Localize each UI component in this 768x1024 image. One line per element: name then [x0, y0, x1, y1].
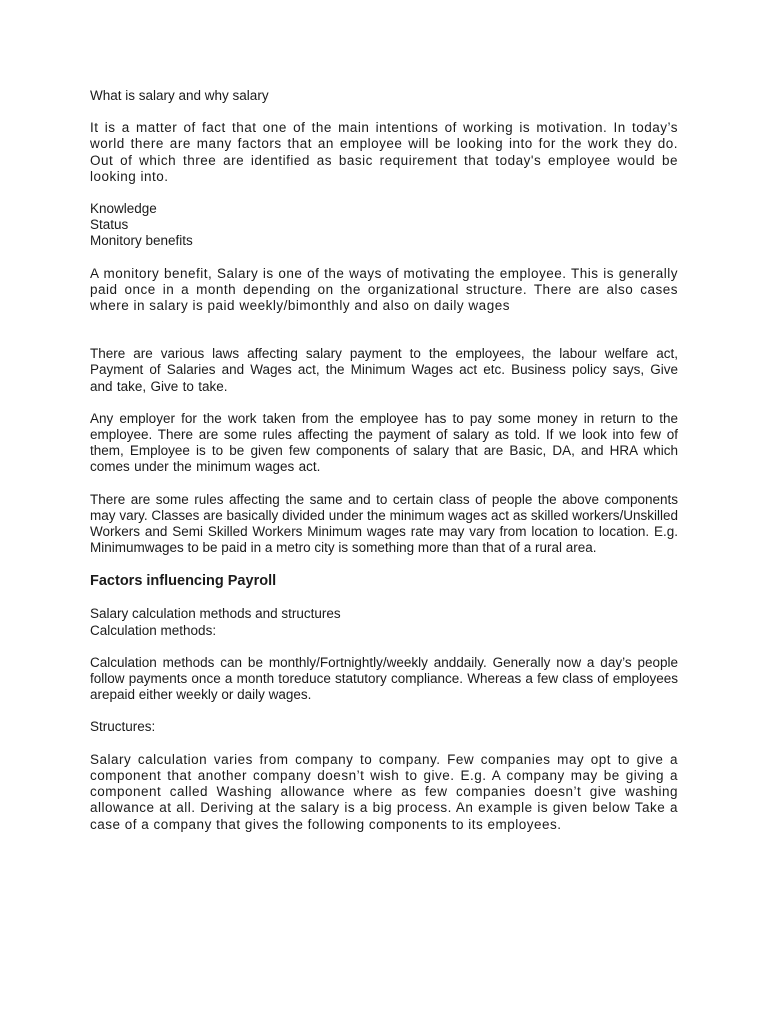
paragraph-motivation: It is a matter of fact that one of the main intentions of working is motivation. In today’s world there are many factors that an employee will be looking into for the work they do. Out of which three are identified as basic requirement that today's employee would be looking into. — [90, 120, 678, 184]
paragraph-monitory-benefit: A monitory benefit, Salary is one of the ways of motivating the employee. This is generally paid once in a month depending on the organizational structure. There are also cases where in salary is paid weekly/bimonthly and also on daily wages — [90, 265, 678, 314]
list-item: Status — [90, 217, 129, 233]
paragraph-calculation-methods: Calculation methods can be monthly/Fortnightly/weekly anddaily. Generally now a day’s people follow payments once a month toreduce statutory compliance. Whereas a few class of employees arepaid either weekly or daily wages. — [90, 654, 678, 703]
document-title: What is salary and why salary — [90, 88, 269, 103]
list-item: Monitory benefits — [90, 233, 193, 249]
subheading-structures: Structures: — [90, 719, 156, 735]
paragraph-structures: Salary calculation varies from company to company. Few companies may opt to give a component that another company doesn’t wish to give. E.g. A company may be giving a component called Washing allowance where as few companies doesn’t give washing allowance at all. Deriving at the salary is a big process. An example is given below Take a case of a company that gives the following components to its employees. — [90, 751, 678, 832]
list-item: Knowledge — [90, 201, 157, 217]
subheading-methods-structures: Salary calculation methods and structures — [90, 606, 341, 622]
paragraph-rules: There are some rules affecting the same and to certain class of people the above components may vary. Classes are basically divided under the minimum wages act as skilled workers/Unskilled Workers and Semi Skilled Workers Minimum wages rate may vary from location to location. E.g. Minimumwages to be paid in a metro city is something more than that of a rural area. — [90, 491, 678, 556]
document-page — [90, 88, 678, 833]
section-heading: Factors influencing Payroll — [90, 573, 277, 590]
paragraph-employer: Any employer for the work taken from the employee has to pay some money in return to the employee. There are some rules affecting the payment of salary as told. If we look into few of them, Employee is to be given few components of salary that are Basic, DA, and HRA which comes under the minimum wages act. — [90, 410, 678, 475]
requirements-list — [90, 201, 678, 250]
subheading-calculation-methods: Calculation methods: — [90, 622, 217, 638]
paragraph-laws: There are various laws affecting salary payment to the employees, the labour welfare act, Payment of Salaries and Wages act, the Minimum Wages act etc. Business policy says, Give and take, Give to take. — [90, 346, 678, 394]
